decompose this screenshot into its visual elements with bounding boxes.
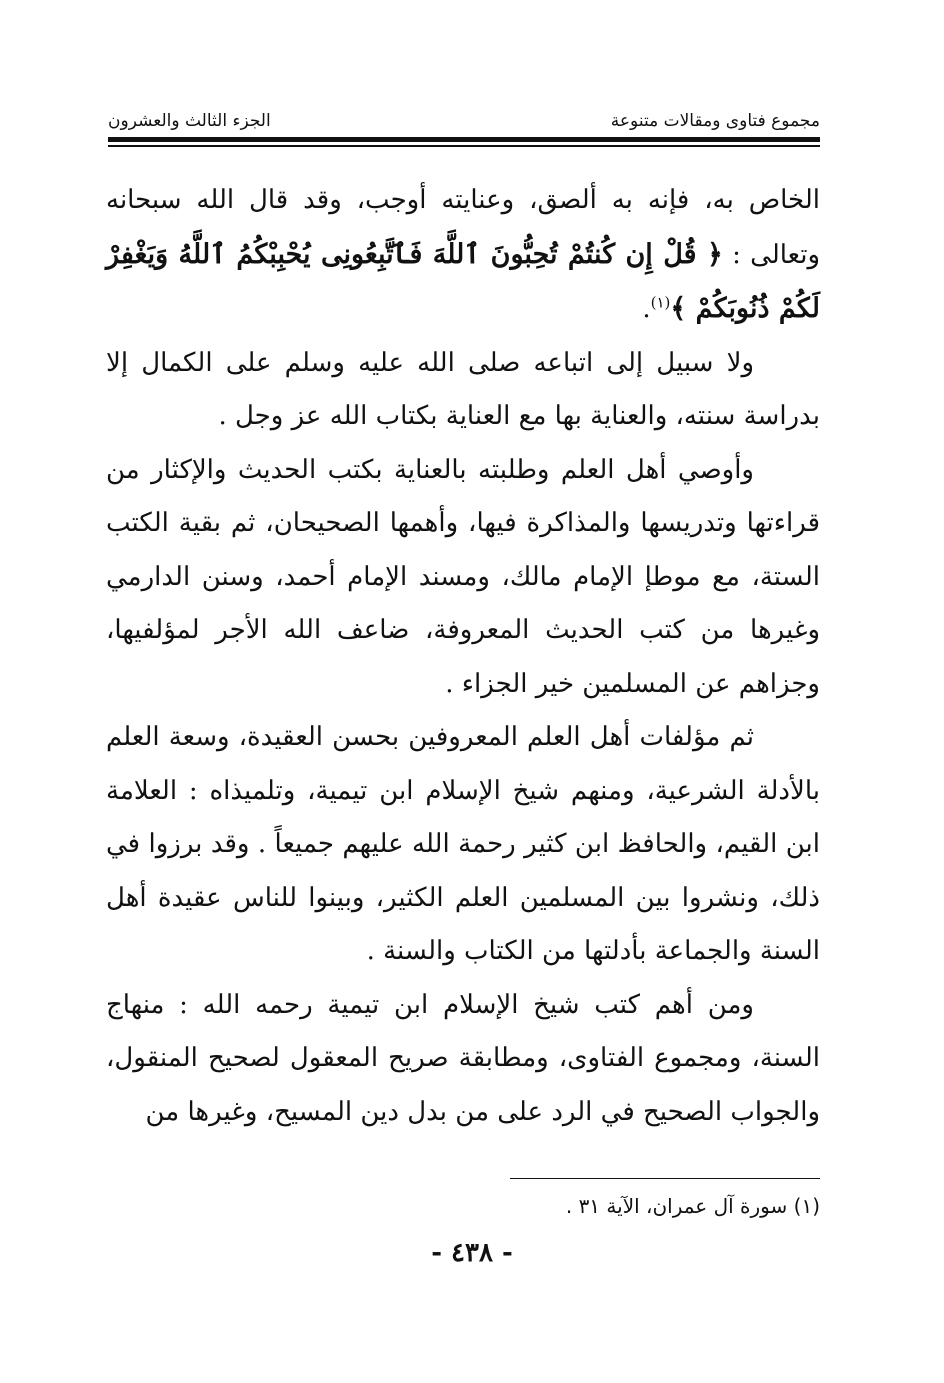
paragraph-5: ومن أهم كتب شيخ الإسلام ابن تيمية رحمه الله : منهاج السنة، ومجموع الفتاوى، ومطابقة صريح المعقول لصحيح المنقول، والجواب الصحيح في الرد على من بدل دين المسيح، وغيرها من [106,989,820,1127]
footnote: (١) سورة آل عمران، الآية ٣١ . [565,1194,820,1218]
paragraph-1-text: الخاص به، فإنه به ألصق، وعنايته أوجب، وقد قال الله سبحانه وتعالى : [106,185,821,270]
paragraph-2: ولا سبيل إلى اتباعه صلى الله عليه وسلم على الكمال إلا بدراسة سنته، والعناية بها مع العناية بكتاب الله عز وجل . [106,347,820,431]
paragraph-4: ثم مؤلفات أهل العلم المعروفين بحسن العقيدة، وسعة العلم بالأدلة الشرعية، ومنهم شيخ الإسلام ابن تيمية، وتلميذاه : العلامة ابن القيم، والحافظ ابن كثير رحمة الله عليهم جميعاً . وقد برزوا في ذلك، ونشروا بين المسلمين العلم الكثير، وبينوا للناس عقيدة أهل السنة والجماعة بأدلتها من الكتاب والسنة . [106,722,820,966]
page-number: - ٤٣٨ - [431,1238,513,1268]
header-rule-thick [108,137,820,142]
paragraph-3: وأوصي أهل العلم وطلبته بالعناية بكتب الحديث والإكثار من قراءتها وتدريسها والمذاكرة فيها، وأهمها الصحيحان، ثم بقية الكتب الستة، مع موطإ الإمام مالك، ومسند الإمام أحمد، وسنن الدارمي وغيرها من كتب الحديث المعروفة، ضاعف الله الأجر لمؤلفيها، وجزاهم عن المسلمين خير الجزاء . [106,454,820,699]
header-book-title: مجموع فتاوى ومقالات متنوعة [610,111,820,131]
paragraph-1-end: . [642,294,651,324]
header-rule-thin [108,145,820,147]
running-header [108,97,820,131]
quran-verse: ﴿ قُلْ إِن كُنتُمْ تُحِبُّونَ ٱللَّهَ فَٱتَّبِعُونِى يُحْبِبْكُمُ ٱللَّهُ وَيَغْفِرْ لَكُمْ ذُنُوبَكُمْ ﴾ [106,238,820,324]
footnote-ref: (١) [650,293,671,312]
footnote-rule [510,1178,820,1179]
paragraph-1 [106,174,820,337]
body-text [106,174,820,1139]
header-volume-title: الجزء الثالث والعشرون [108,111,271,131]
